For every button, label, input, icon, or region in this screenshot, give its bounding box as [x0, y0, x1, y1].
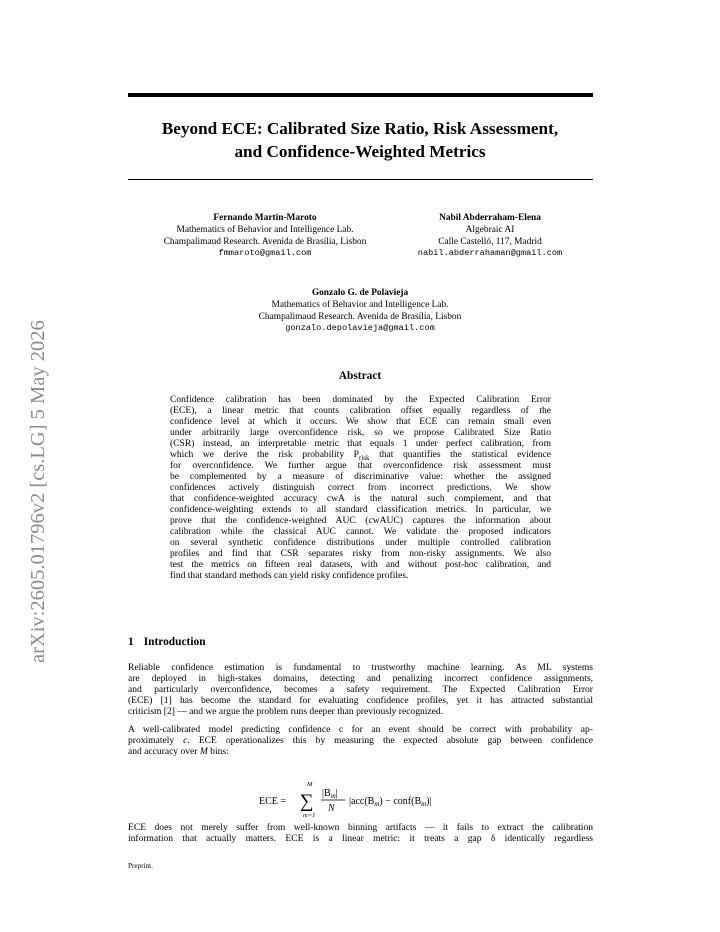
body-text: . ECE operationalizes this by measuring the expected absolute gap between confidence	[187, 735, 593, 746]
math-var-m: M	[199, 746, 208, 757]
eq-body: $|acc(B_m)$ − $conf(B_m)|$	[349, 796, 432, 808]
eq-numerator: $|B_m|$	[322, 788, 338, 800]
eq-sum-sign: ∑	[300, 791, 314, 812]
body-text: proximately	[128, 735, 184, 746]
title-top-rule	[128, 93, 593, 97]
arxiv-identifier: arXiv:2605.01796v2 [cs.LG] 5 May 2026	[27, 320, 49, 663]
risk-subscript: risk	[358, 453, 370, 462]
abstract-line: that confidence-weighted accuracy cwA is the natural such complement, and that	[170, 493, 551, 504]
author-address: Champalimaud Research. Avenida de Brasília, Lisbon	[163, 236, 367, 247]
author-name: Gonzalo G. de Polavieja	[311, 288, 409, 298]
body-text: and accuracy over	[128, 746, 200, 757]
author-name: Fernando Martin-Maroto	[213, 213, 317, 223]
paper-title	[120, 118, 600, 163]
author-name: Nabil Abderraham-Elena	[439, 213, 541, 223]
author-block-3	[210, 288, 510, 335]
author-address: Calle Castelló, 117, Madrid	[438, 236, 542, 247]
title-line-1: Beyond ECE: Calibrated Size Ratio, Risk Assessment,	[161, 119, 559, 138]
section-title: Introduction	[143, 636, 206, 648]
title-line-2: and Confidence-Weighted Metrics	[234, 141, 486, 161]
abstract-line: under arbitrarily large overconfidence risk, so we propose Calibrated Size Ratio	[170, 427, 551, 438]
body-line: and particularly overconfidence, becomes a safety requirement. The Expected Calibration Error	[128, 684, 593, 695]
author-affiliation: Algebraic AI	[465, 224, 515, 235]
body-line: Reliable confidence estimation is fundamental to trustworthy machine learning. As ML systems	[128, 662, 593, 673]
author-email: gonzalo.depolavieja@gmail.com	[285, 323, 435, 334]
abstract-line: prove that the confidence-weighted AUC (cwAUC) captures the information about	[170, 515, 551, 526]
section-heading	[128, 636, 206, 648]
body-line: A well-calibrated model predicting confidence c for an event should be correct with probability ap-	[128, 724, 593, 735]
abstract-line: Confidence calibration has been dominated by the Expected Calibration Error	[170, 394, 551, 405]
abstract-line: confidence-weighting extends to all standard classification metrics. In particular, we	[170, 504, 551, 515]
author-email: fmmaroto@gmail.com	[218, 248, 312, 259]
eq-denominator: N	[328, 803, 335, 814]
body-text: bins:	[207, 746, 229, 757]
eq-sum-top: M	[307, 781, 313, 788]
body-line: are deployed in high-stakes domains, detecting and penalizing incorrect confidence assignments,	[128, 673, 593, 684]
abstract-line: for overconfidence. We further argue that overconfidence risk assessment must	[170, 460, 551, 471]
abstract-line: (ECE), a linear metric that counts calibration offset equally regardless of the	[170, 405, 551, 416]
body-line: criticism [2] — and we argue the problem runs deeper than previously recognized.	[128, 706, 444, 717]
body-line	[128, 735, 593, 746]
abstract-line: confidence level at which it occurs. We show that ECE can remain small even	[170, 416, 551, 427]
abstract-line: be complemented by a measure of discriminative value: whether the assigned	[170, 471, 551, 482]
ece-equation	[0, 780, 720, 820]
author-block-1	[130, 213, 400, 260]
abstract-line-tail: that quantifies the statistical evidence	[369, 449, 551, 460]
abstract-heading: Abstract	[338, 370, 382, 382]
arxiv-side-stamp	[12, 263, 56, 663]
abstract-line: confidences actively distinguish correct from incorrect predictions. We show	[170, 482, 551, 493]
body-line	[128, 746, 593, 757]
preprint-footer: Preprint.	[128, 862, 153, 870]
abstract-line: (CSR) instead, an interpretable metric that equals 1 under perfect calibration, from	[170, 438, 551, 449]
author-affiliation: Mathematics of Behavior and Intelligence Lab.	[176, 224, 354, 235]
eq-lhs: ECE =	[259, 796, 287, 807]
abstract-line: on several synthetic confidence distributions under multiple controlled calibration	[170, 537, 551, 548]
author-affiliation: Mathematics of Behavior and Intelligence Lab.	[271, 299, 449, 310]
abstract-line-head: which we derive the risk probability P	[170, 449, 359, 460]
abstract-line: calibration while the classical AUC cannot. We validate the proposed indicators	[170, 526, 551, 537]
abstract-line: test the metrics on fifteen real datasets, with and without post-hoc calibration, and	[170, 559, 551, 570]
section-number: 1	[128, 636, 134, 648]
body-line: ECE does not merely suffer from well-known binning artifacts — it fails to extract the calibration	[128, 822, 593, 833]
author-address: Champalimaud Research. Avenida de Brasília, Lisbon	[258, 311, 462, 322]
author-block-2	[375, 213, 605, 260]
body-line: (ECE) [1] has become the standard for evaluating confidence profiles, yet it has attracted substantial	[128, 695, 593, 706]
abstract-line: find that standard methods can yield risky confidence profiles.	[170, 570, 409, 581]
body-line: information that actually matters. ECE is a linear metric: it treats a gap δ identically regardless	[128, 833, 593, 844]
math-var-c: c	[183, 735, 188, 746]
eq-sum-bottom: m=1	[303, 812, 316, 819]
abstract-line: profiles and find that CSR separates risky from non-risky assignments. We also	[170, 548, 551, 559]
title-bottom-rule	[128, 179, 593, 180]
author-email: nabil.abderrahaman@gmail.com	[417, 248, 563, 259]
